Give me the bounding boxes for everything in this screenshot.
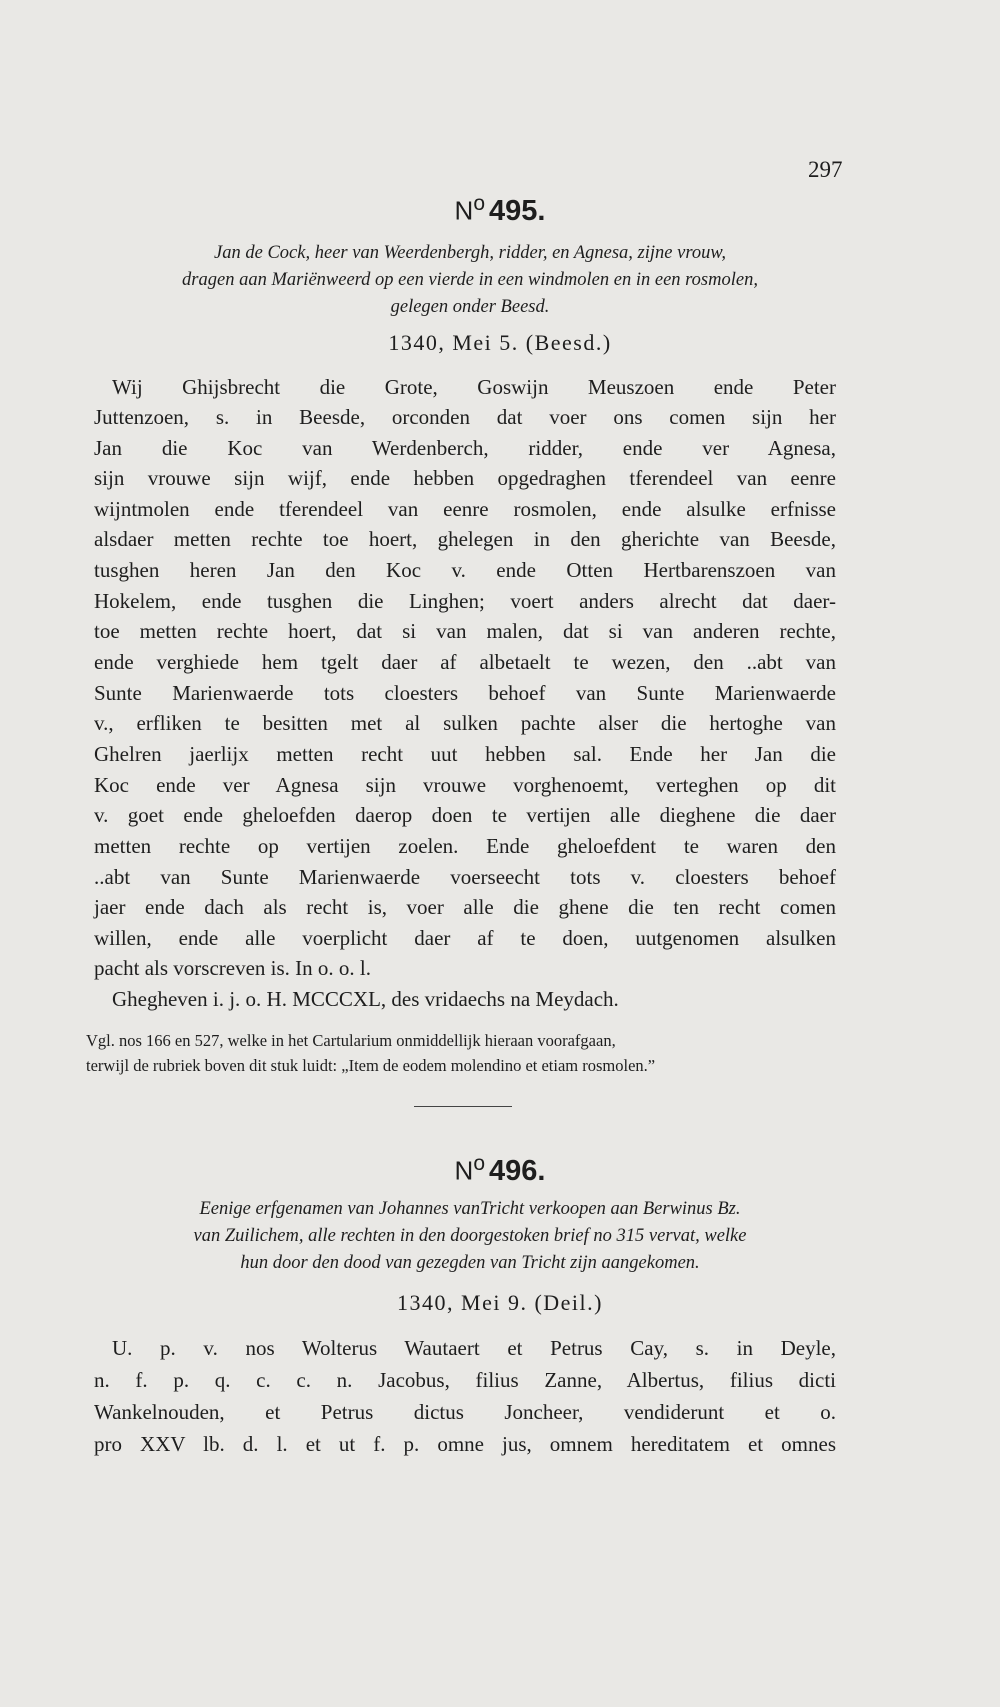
note-line: Vgl. nos 166 en 527, welke in het Cartularium onmiddellijk hieraan voorafgaan, <box>86 1031 616 1050</box>
text-line: sijn vrouwe sijn wijf, ende hebben opgedraghen tferendeel van eenre <box>94 466 836 490</box>
text-line: tusghen heren Jan den Koc v. ende Otten Hertbarenszoen van <box>94 558 836 582</box>
text-line: U. p. v. nos Wolterus Wautaert et Petrus Cay, s. in Deyle, <box>112 1336 836 1360</box>
summary-line: dragen aan Mariënweerd op een vierde in een windmolen en in een rosmolen, <box>182 270 758 290</box>
charter-summary <box>90 240 850 321</box>
page-number: 297 <box>808 157 843 182</box>
charter-summary <box>90 1196 850 1277</box>
charter-number-ordinal: o <box>473 1152 485 1175</box>
charter-number: 496. <box>489 1154 546 1187</box>
text-line: willen, ende alle voerplicht daer af te doen, uutgenomen alsulken <box>94 926 836 950</box>
text-line: pro XXV lb. d. l. et ut f. p. omne jus, omnem hereditatem et omnes <box>94 1432 836 1456</box>
text-line: ..abt van Sunte Marienwaerde voerseecht tots v. cloesters behoef <box>94 865 836 889</box>
text-line: toe metten rechte hoert, dat si van malen, dat si van anderen rechte, <box>94 619 836 643</box>
text-line: alsdaer metten rechte toe hoert, ghelegen in den gherichte van Beesde, <box>94 527 836 551</box>
text-line: v. goet ende gheloefden daerop doen te vertijen alle dieghene die daer <box>94 803 836 827</box>
text-line: Juttenzoen, s. in Beesde, orconden dat voer ons comen sijn her <box>94 405 836 429</box>
text-line: v., erfliken te besitten met al sulken pachte alser die hertoghe van <box>94 711 836 735</box>
text-line: jaer ende dach als recht is, voer alle die ghene die ten recht comen <box>94 895 836 919</box>
charter-number-heading <box>0 1152 1000 1188</box>
summary-line: Jan de Cock, heer van Weerdenbergh, ridder, en Agnesa, zijne vrouw, <box>214 243 726 263</box>
charter-number-heading <box>0 192 1000 228</box>
summary-line: gelegen onder Beesd. <box>390 297 550 317</box>
summary-line: van Zuilichem, alle rechten in den doorgestoken brief no 315 vervat, welke <box>193 1226 747 1246</box>
text-line: Ghelren jaerlijx metten recht uut hebben sal. Ende her Jan die <box>94 742 836 766</box>
charter-number-ordinal: o <box>473 192 485 215</box>
text-line: Jan die Koc van Werdenberch, ridder, ende ver Agnesa, <box>94 436 836 460</box>
text-line: Koc ende ver Agnesa sijn vrouwe vorghenoemt, verteghen op dit <box>94 773 836 797</box>
text-line: metten rechte op vertijen zoelen. Ende gheloefdent te waren den <box>94 834 836 858</box>
charter-dateline: 1340, Mei 9. (Deil.) <box>397 1290 603 1315</box>
text-line: pacht als vorscreven is. In o. o. l. <box>94 956 372 980</box>
text-line: Sunte Marienwaerde tots cloesters behoef van Sunte Marienwaerde <box>94 681 836 705</box>
charter-dateline: 1340, Mei 5. (Beesd.) <box>388 330 612 355</box>
text-line: wijntmolen ende tferendeel van eenre rosmolen, ende alsulke erfnisse <box>94 497 836 521</box>
summary-line: hun door den dood van gezegden van Tricht zijn aangekomen. <box>240 1253 700 1273</box>
text-line: n. f. p. q. c. c. n. Jacobus, filius Zanne, Albertus, filius dicti <box>94 1368 836 1392</box>
section-divider <box>414 1106 512 1107</box>
summary-line: Eenige erfgenamen van Johannes vanTricht verkoopen aan Berwinus Bz. <box>199 1199 741 1219</box>
note-line: terwijl de rubriek boven dit stuk luidt: „Item de eodem molendino et etiam rosmolen.” <box>86 1056 656 1075</box>
charter-number: 495. <box>489 194 546 227</box>
text-line: ende verghiede hem tgelt daer af albetaelt te wezen, den ..abt van <box>94 650 836 674</box>
text-line: Wij Ghijsbrecht die Grote, Goswijn Meuszoen ende Peter <box>112 375 836 399</box>
charter-number-prefix: N <box>454 195 474 226</box>
text-line: Ghegheven i. j. o. H. MCCCXL, des vridaechs na Meydach. <box>112 987 619 1011</box>
text-line: Wankelnouden, et Petrus dictus Joncheer, vendiderunt et o. <box>94 1400 836 1424</box>
text-line: Hokelem, ende tusghen die Linghen; voert anders alrecht dat daer- <box>94 589 836 613</box>
charter-number-prefix: N <box>454 1155 474 1186</box>
